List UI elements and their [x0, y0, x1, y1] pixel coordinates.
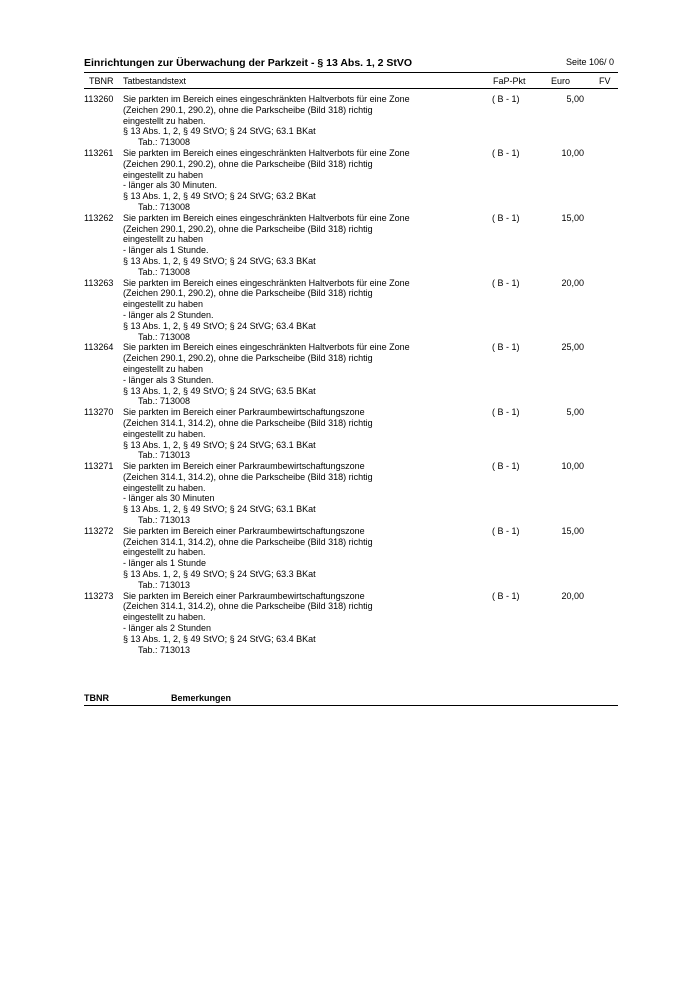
entry-text-line: (Zeichen 314.1, 314.2), ohne die Parkscheibe (Bild 318) richtig	[123, 417, 373, 428]
entry-text-line: Sie parkten im Bereich eines eingeschränkten Haltverbots für eine Zone	[123, 212, 410, 223]
entry-fap-points: ( B - 1)	[492, 342, 520, 353]
entry-text-line: eingestellt zu haben	[123, 299, 204, 310]
entry-list	[84, 94, 618, 655]
entry-text-line: § 13 Abs. 1, 2, § 49 StVO; § 24 StVG; 63.2 BKat	[123, 191, 316, 202]
entry-tbnr: 113264	[84, 342, 114, 353]
entry-euro-amount: 5,00	[566, 407, 584, 418]
entry-euro-amount: 20,00	[561, 277, 584, 288]
entry-text	[123, 407, 443, 461]
remarks-tbnr-label: TBNR	[84, 693, 109, 703]
entry-tab-reference: Tab.: 713013	[138, 579, 191, 590]
entry-text	[123, 94, 443, 148]
entry-fap-points: ( B - 1)	[492, 407, 520, 418]
entry-text-line: - länger als 1 Stunde	[123, 558, 207, 569]
entry-text	[123, 591, 443, 656]
table-row	[84, 213, 618, 278]
entry-fap-points: ( B - 1)	[492, 277, 520, 288]
entry-text	[123, 461, 443, 526]
table-row	[84, 407, 618, 461]
entry-text-line: Sie parkten im Bereich einer Parkraumbewirtschaftungszone	[123, 590, 365, 601]
page-number: Seite 106/ 0	[565, 57, 614, 67]
entry-tab-reference: Tab.: 713008	[138, 137, 191, 148]
entry-text-line: eingestellt zu haben.	[123, 547, 206, 558]
table-row	[84, 342, 618, 407]
entry-text-line: § 13 Abs. 1, 2, § 49 StVO; § 24 StVG; 63.4 BKat	[123, 320, 316, 331]
entry-tbnr: 113271	[84, 461, 114, 472]
column-header-fap: FaP-Pkt	[493, 76, 526, 86]
header-rule-top	[84, 72, 618, 73]
entry-text	[123, 148, 443, 213]
entry-text-line: (Zeichen 290.1, 290.2), ohne die Parkscheibe (Bild 318) richtig	[123, 223, 373, 234]
entry-tab-reference: Tab.: 713013	[138, 515, 191, 526]
entry-text-line: (Zeichen 314.1, 314.2), ohne die Parkscheibe (Bild 318) richtig	[123, 471, 373, 482]
entry-tab-reference: Tab.: 713013	[138, 450, 191, 461]
entry-text-line: Sie parkten im Bereich eines eingeschränkten Haltverbots für eine Zone	[123, 94, 410, 104]
entry-text-line: - länger als 1 Stunde.	[123, 245, 209, 256]
entry-text-line: § 13 Abs. 1, 2, § 49 StVO; § 24 StVG; 63.1 BKat	[123, 439, 316, 450]
page-header	[84, 57, 618, 71]
entry-text-line: Sie parkten im Bereich eines eingeschränkten Haltverbots für eine Zone	[123, 342, 410, 353]
entry-text-line: § 13 Abs. 1, 2, § 49 StVO; § 24 StVG; 63.4 BKat	[123, 633, 316, 644]
column-header-euro: Euro	[551, 76, 571, 86]
remarks-label: Bemerkungen	[171, 693, 232, 703]
entry-text-line: Sie parkten im Bereich einer Parkraumbewirtschaftungszone	[123, 525, 365, 536]
entry-text-line: (Zeichen 314.1, 314.2), ohne die Parkscheibe (Bild 318) richtig	[123, 601, 373, 612]
entry-text-line: (Zeichen 290.1, 290.2), ohne die Parkscheibe (Bild 318) richtig	[123, 158, 373, 169]
entry-text	[123, 342, 443, 407]
entry-text	[123, 278, 443, 343]
entry-tbnr: 113270	[84, 407, 114, 418]
entry-tbnr: 113260	[84, 94, 114, 104]
entry-text-line: - länger als 2 Stunden	[123, 623, 212, 634]
entry-fap-points: ( B - 1)	[492, 212, 520, 223]
entry-tbnr: 113262	[84, 212, 114, 223]
table-row	[84, 461, 618, 526]
entry-tbnr: 113263	[84, 277, 114, 288]
entry-euro-amount: 20,00	[561, 590, 584, 601]
document-title: Einrichtungen zur Überwachung der Parkzeit - § 13 Abs. 1, 2 StVO	[84, 57, 413, 69]
table-row	[84, 526, 618, 591]
entry-text	[123, 213, 443, 278]
entry-text-line: - länger als 3 Stunden.	[123, 374, 214, 385]
column-header-fv: FV	[599, 76, 611, 86]
entry-text-line: eingestellt zu haben.	[123, 115, 206, 126]
remarks-rule	[84, 705, 618, 706]
entry-text-line: - länger als 30 Minuten	[123, 493, 215, 504]
entry-tab-reference: Tab.: 713013	[138, 644, 191, 655]
entry-tbnr: 113273	[84, 590, 114, 601]
entry-fap-points: ( B - 1)	[492, 147, 520, 158]
entry-tbnr: 113261	[84, 147, 114, 158]
entry-text-line: § 13 Abs. 1, 2, § 49 StVO; § 24 StVG; 63.3 BKat	[123, 569, 316, 580]
entry-euro-amount: 25,00	[561, 342, 584, 353]
table-row	[84, 148, 618, 213]
header-rule-bottom	[84, 88, 618, 89]
entry-text-line: eingestellt zu haben.	[123, 482, 206, 493]
entry-fap-points: ( B - 1)	[492, 525, 520, 536]
entry-euro-amount: 5,00	[566, 94, 584, 104]
entry-tab-reference: Tab.: 713008	[138, 201, 191, 212]
entry-text-line: - länger als 30 Minuten.	[123, 180, 218, 191]
table-row	[84, 94, 618, 148]
entry-text-line: eingestellt zu haben.	[123, 428, 206, 439]
entry-text	[123, 526, 443, 591]
column-header-tbnr: TBNR	[89, 76, 114, 86]
entry-text-line: (Zeichen 290.1, 290.2), ohne die Parkscheibe (Bild 318) richtig	[123, 353, 373, 364]
entry-text-line: eingestellt zu haben	[123, 234, 204, 245]
entry-text-line: Sie parkten im Bereich einer Parkraumbewirtschaftungszone	[123, 461, 365, 472]
entry-text-line: (Zeichen 314.1, 314.2), ohne die Parkscheibe (Bild 318) richtig	[123, 536, 373, 547]
entry-euro-amount: 10,00	[561, 461, 584, 472]
entry-text-line: eingestellt zu haben.	[123, 612, 206, 623]
table-row	[84, 591, 618, 656]
entry-tab-reference: Tab.: 713008	[138, 331, 191, 342]
entry-tab-reference: Tab.: 713008	[138, 266, 191, 277]
entry-text-line: § 13 Abs. 1, 2, § 49 StVO; § 24 StVG; 63.5 BKat	[123, 385, 316, 396]
entry-text-line: (Zeichen 290.1, 290.2), ohne die Parkscheibe (Bild 318) richtig	[123, 288, 373, 299]
entry-text-line: - länger als 2 Stunden.	[123, 309, 214, 320]
column-header-text: Tatbestandstext	[123, 76, 187, 86]
entry-text-line: (Zeichen 290.1, 290.2), ohne die Parkscheibe (Bild 318) richtig	[123, 104, 373, 115]
entry-text-line: eingestellt zu haben	[123, 363, 204, 374]
table-row	[84, 278, 618, 343]
entry-text-line: eingestellt zu haben	[123, 169, 204, 180]
entry-text-line: Sie parkten im Bereich eines eingeschränkten Haltverbots für eine Zone	[123, 277, 410, 288]
entry-text-line: § 13 Abs. 1, 2, § 49 StVO; § 24 StVG; 63.1 BKat	[123, 126, 316, 137]
entry-euro-amount: 15,00	[561, 525, 584, 536]
entry-fap-points: ( B - 1)	[492, 94, 520, 104]
entry-euro-amount: 10,00	[561, 147, 584, 158]
entry-tbnr: 113272	[84, 525, 114, 536]
entry-text-line: Sie parkten im Bereich eines eingeschränkten Haltverbots für eine Zone	[123, 147, 410, 158]
entry-text-line: § 13 Abs. 1, 2, § 49 StVO; § 24 StVG; 63.3 BKat	[123, 255, 316, 266]
entry-text-line: § 13 Abs. 1, 2, § 49 StVO; § 24 StVG; 63.1 BKat	[123, 504, 316, 515]
entry-fap-points: ( B - 1)	[492, 590, 520, 601]
entry-text-line: Sie parkten im Bereich einer Parkraumbewirtschaftungszone	[123, 407, 365, 418]
entry-fap-points: ( B - 1)	[492, 461, 520, 472]
entry-euro-amount: 15,00	[561, 212, 584, 223]
entry-tab-reference: Tab.: 713008	[138, 396, 191, 407]
